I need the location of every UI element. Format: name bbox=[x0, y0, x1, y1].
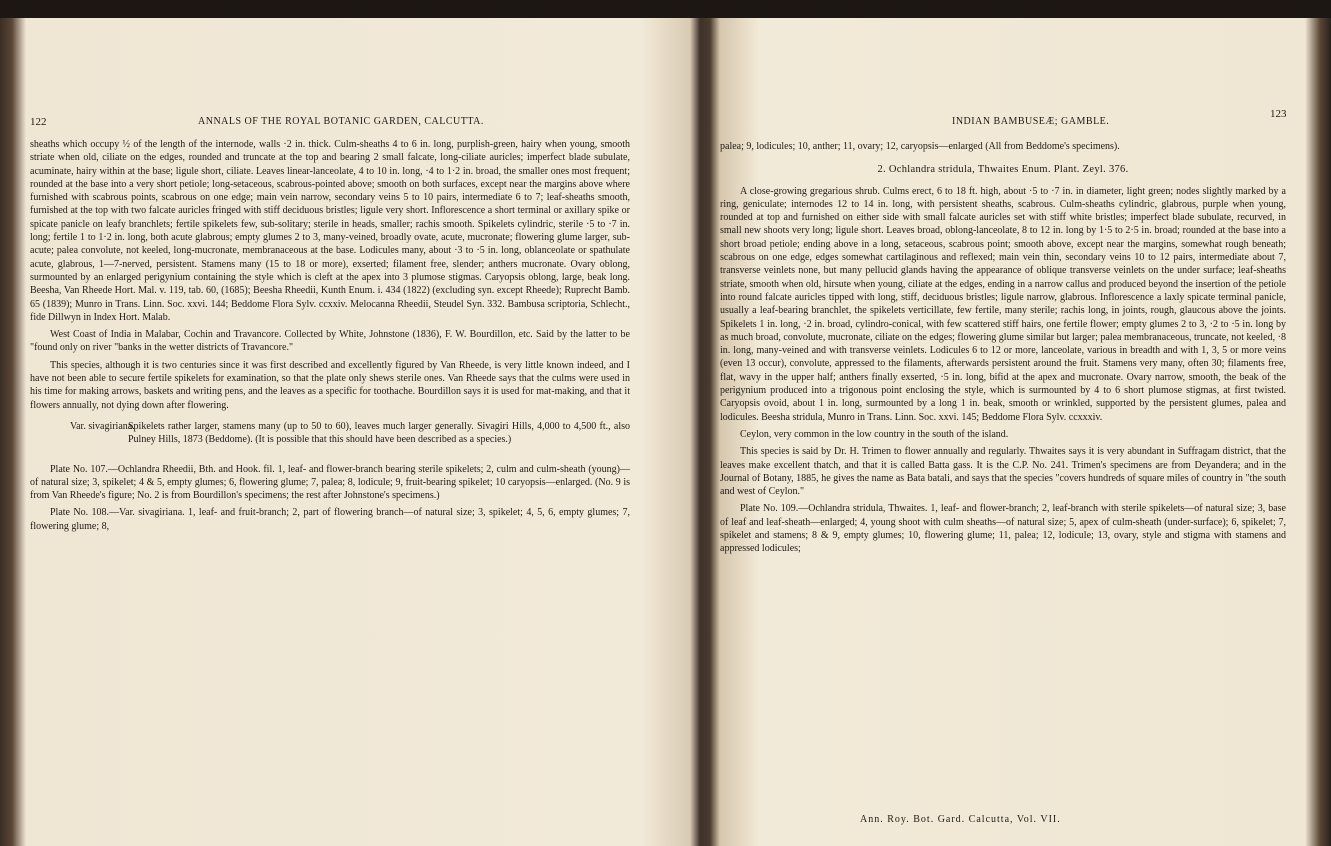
left-paragraph-2: West Coast of India in Malabar, Cochin and Travancore. Collected by White, Johnstone (1836), F. W. Bourdillon, etc. Said by the latter to be "found only on river "banks in the wetter districts of Travancore." bbox=[30, 329, 630, 354]
species-heading: 2. Ochlandra stridula, Thwaites Enum. Plant. Zeyl. 376. bbox=[877, 164, 1129, 176]
left-paragraph-1: sheaths which occupy ½ of the length of the internode, walls ·2 in. thick. Culm-sheaths 4 to 6 in. long, purplish-green, hairy when young, smooth striate when old, ciliate on the edges, rounded and truncate at the top and bearing 2 small falcate, long-ciliate auricles; imperfect blade subulate, acuminate, hairy within at the base; ligule short, ciliate. Leaves linear-lanceolate, 4 to 10 in. long, ·4 to 1·2 in. broad, the smaller ones most frequent; rounded at the base into a very short petiole; long-setaceous, scabrous-pointed above; smooth on both surfaces, except near the margins above where furnished with scabrous points, scabrous on one edge; main vein narrow, secondary veins 5 to 10 pairs, intermediate 6 to 7; leaf-sheaths smooth, furnished at the top with two falcate auricles fringed with stiff deciduous bristles; ligule very short. Inflorescence a short terminal or axillary spike or spicate panicle on leafy branchlets; fertile spikelets few, sub-solitary; sterile in heads, smaller; rachis smooth. Spikelets cylindric, sterile ·5 to ·7 in. long; fertile 1 to 1·2 in. long, both acute glabrous; empty glumes 2 to 3, many-veined, broadly ovate, acute, mucronate; flowering glume larger, sub-acute; palea convolute, not keeled, long-mucronate, membranaceous at the base. Lodicules many, about ·3 to ·5 in. long, oblanceolate or spathulate acute, glabrous, 1—7-nerved, persistent. Stamens many (15 to 18 or more), exserted; filament free, slender; anthers mucronate. Ovary oblong, surmounted by an enlarged perigynium containing the style which is cleft at the apex into 3 plumose stigmas. Caryopsis oblong, large, beak long. Beesha, Van Rheede Hort. Mal. v. 119, tab. 60, (1685); Beesha Rheedii, Kunth Enum. i. 434 (1822) (excluding syn. except Rheede); Ruprecht Bamb. 65 (1839); Munro in Trans. Linn. Soc. xxvi. 144; Beddome Flora Sylv. ccxxiv. Melocanna Rheedii, Steudel Syn. 332. Bambusa scriptoria, Schlecht., fide Dillwyn in Index Hort. Malab. bbox=[30, 139, 630, 323]
left-text-column bbox=[30, 138, 630, 537]
left-paragraph-3: This species, although it is two centuries since it was first described and excellently figured by Van Rheede, is very little known indeed, and I have not been able to secure fertile spikelets for examination, so that the plate only shews sterile ones. Van Rheede says that the culms were used in his time for making arrows, baskets and writing pens, and the leaves as a specific for toothache. Bourdillon says it is used for mat-making, and that it flowers annually, not dying down after flowering. bbox=[30, 359, 630, 411]
variety-block bbox=[70, 420, 630, 447]
right-page-number: 123 bbox=[1270, 108, 1287, 120]
scan-top-edge bbox=[0, 0, 1331, 18]
left-page bbox=[30, 20, 685, 840]
right-running-head: INDIAN BAMBUSEÆ; GAMBLE. bbox=[952, 116, 1110, 127]
right-paragraph-1: A close-growing gregarious shrub. Culms erect, 6 to 18 ft. high, about ·5 to ·7 in. in diameter, light green; nodes slightly marked by a ring, geniculate; internodes 12 to 14 in. long, with persistent sheaths, scabrous. Culm-sheaths cylindric, glabrous, purple when young, rounded at top and furnished on either side with small falcate auricles set with stiff white bristles; imperfect blade subulate, recurved, in small new shoots very long; ligule short. Leaves broad, oblong-lanceolate, 8 to 12 in. long by 1·5 to 2·5 in. broad; rounded at the base into a short broad petiole; ending above in a long, setaceous, scabrous point; smooth above, except near the margins, somewhat rough beneath; scabrous on one edge, edges somewhat cartilaginous and reflexed; main vein thin, secondary veins 10 to 12 pairs, intermediate about 7, transverse veinlets none, but many pellucid glands having the appearance of oblique transverse veinlets on the under surface; leaf-sheaths striate, smooth when old, hirsute when young, ciliate at the edges, ending in a narrow callus and produced beyond the insertion of the petiole into round falcate auricles tipped with long, stiff, deciduous bristles; ligule narrow, glabrous. Inflorescence a laxly spicate terminal panicle, usually a leaf-bearing branchlet, the spikelets verticillate, few fertile, many sterile; rachis long, in joints, rough, glaucous above the joints. Spikelets 1 in. long, ·2 in. broad, cylindro-conical, with few scattered stiff hairs, one fertile flower; empty glumes 2 to 3, ·2 to ·5 in. long by as much broad, convolute, mucronate, ciliate on the edges; flowering glume similar but larger; palea membranaceous, truncate, not keeled, ·8 in. long, many-veined and with transverse veinlets. Lodicules 6 to 12 or more, lanceolate, various in breadth and with 1, 3, 5 or more veins (even 13 occur), convolute, appressed to the filaments, afterwards persistent around the fruit. Stamens very many, often 30; filaments free, flat, wavy in the upper half; anthers finally exserted, ·5 in. long, bifid at the apex and mucronate. Ovary narrow, smooth, the beak of the perigynium produced into a trigonous point enclosing the style, which is surmounted by 4 to 6 short plumose stigmas, at first twisted. Caryopsis ovoid, about 1 in. long, surmounted by a long 1 in. beak, smooth or wrinkled, supported by the persistent glumes, palea and lodicules. Beesha stridula, Munro in Trans. Linn. Soc. xxvi. 145; Beddome Flora Sylv. ccxxxiv. bbox=[720, 185, 1286, 423]
plate-note-108: Plate No. 108.—Var. sivagiriana. 1, leaf- and fruit-branch; 2, part of flowering branch—of natural size; 3, spikelet; 4, 5, 6, empty glumes; 7, flowering glume; 8, bbox=[30, 507, 630, 532]
variety-label: Var. sivagiriana. bbox=[70, 420, 135, 432]
plate-note-107: Plate No. 107.—Ochlandra Rheedii, Bth. and Hook. fil. 1, leaf- and flower-branch bearing sterile spikelets; 2, culm and culm-sheath (young)—of natural size; 3, spikelet; 4 & 5, empty glumes; 6, flowering glume; 7, palea; 8, lodicule; 9, fruit-bearing spikelet; 10 caryopsis—enlarged. (No. 9 is from Van Rheede's figure; No. 2 is from Bourdillon's specimens; the rest after Johnstone's specimens.) bbox=[30, 463, 630, 502]
left-running-head: ANNALS OF THE ROYAL BOTANIC GARDEN, CALCUTTA. bbox=[198, 116, 484, 127]
right-paragraph-3: This species is said by Dr. H. Trimen to flower annually and regularly. Thwaites says it is very abundant in Suffragam district, that the leaves make excellent thatch, and that it is called Batta gass. It is the C.P. No. 241. Trimen's specimens are from Deyandera; and in the Journal of Botany, 1885, he gives the name as Bata batali, and says that the species "covers hundreds of square miles of country in "the south and west of Ceylon." bbox=[720, 446, 1286, 498]
right-paragraph-2: Ceylon, very common in the low country in the south of the island. bbox=[740, 428, 1009, 440]
plate-note-109: Plate No. 109.—Ochlandra stridula, Thwaites. 1, leaf- and flower-branch; 2, leaf-branch with sterile spikelets—of natural size; 3, base of leaf and leaf-sheath—enlarged; 4, young shoot with culm sheaths—of natural size; 5, apex of culm-sheath (under-surface); 6, spikelet; 7, spikelet and stamens; 8 & 9, empty glumes; 10, flowering glume; 11, palea; 12, lodicule; 13, ovary, style and stigma with stamens and appressed lodicules; bbox=[720, 503, 1286, 555]
right-intro: palea; 9, lodicules; 10, anther; 11, ovary; 12, caryopsis—enlarged (All from Beddome's specimens). bbox=[720, 141, 1120, 152]
left-page-number: 122 bbox=[30, 116, 47, 128]
right-page-footer: Ann. Roy. Bot. Gard. Calcutta, Vol. VII. bbox=[860, 814, 1061, 825]
right-page bbox=[720, 20, 1305, 840]
variety-text: Spikelets rather larger, stamens many (up to 50 to 60), leaves much larger generally. Sivagiri Hills, 4,000 to 4,500 ft., also Pulney Hills, 1873 (Beddome). (It is possible that this should have been described as a species.) bbox=[128, 420, 630, 446]
right-text-column bbox=[720, 140, 1286, 560]
